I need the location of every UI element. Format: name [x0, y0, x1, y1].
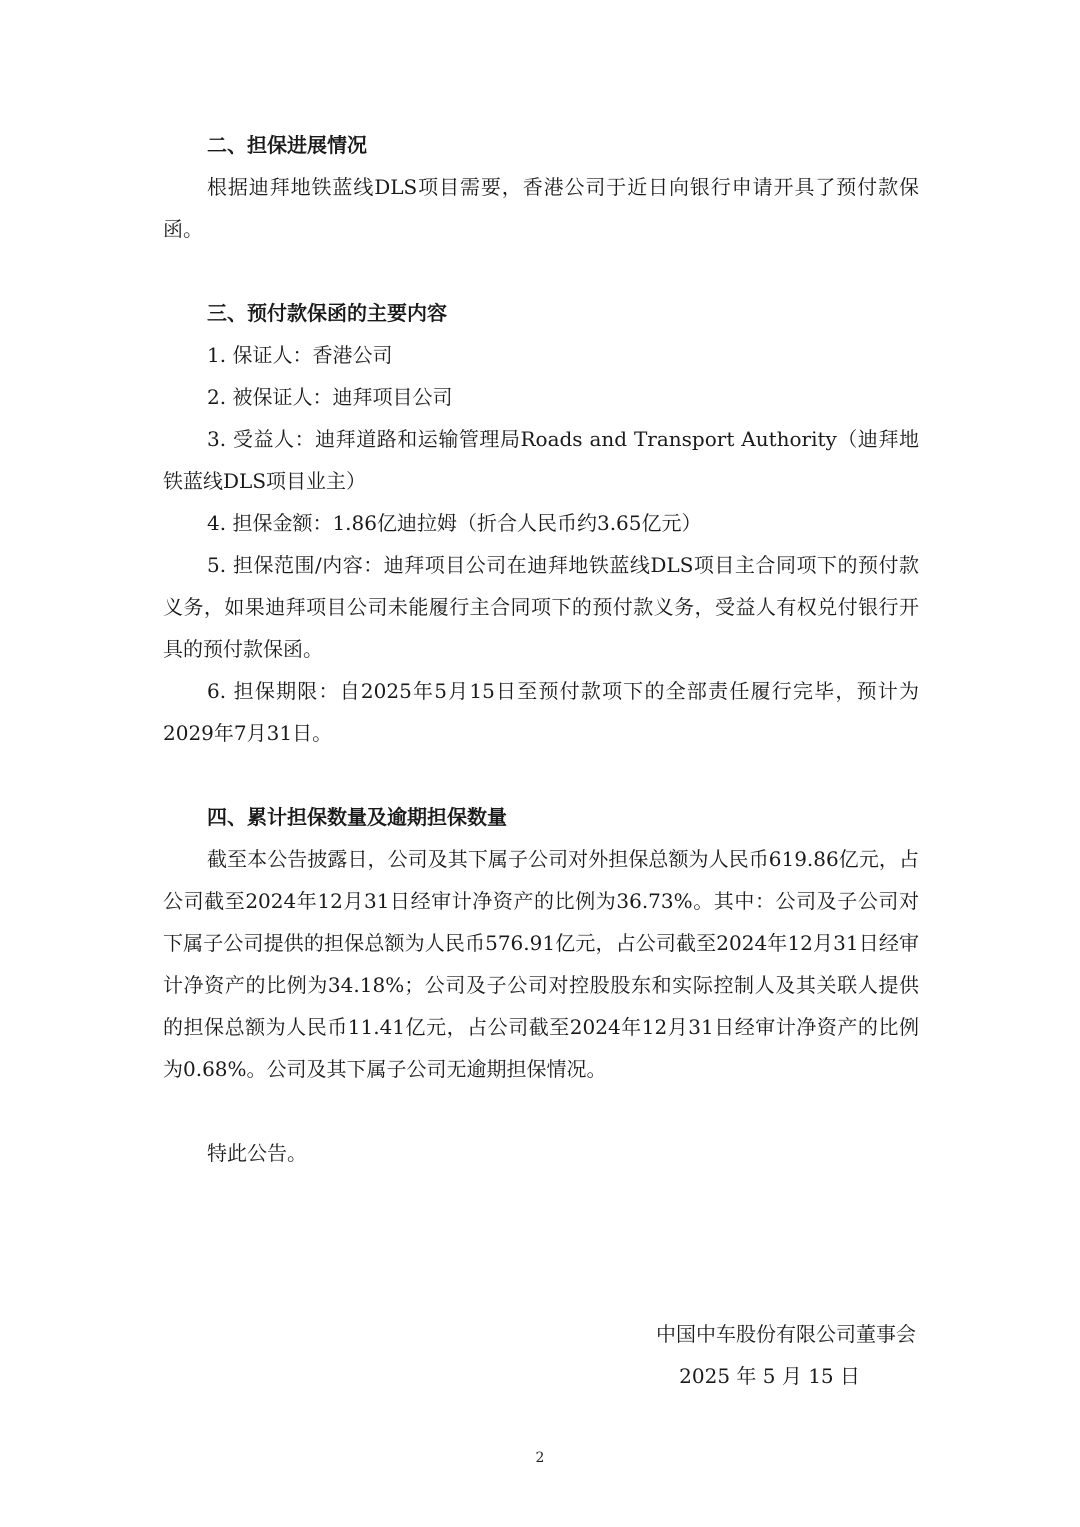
section-3-heading: 三、预付款保函的主要内容: [207, 301, 447, 325]
guarantee-item-guarantor: 1. 保证人：香港公司: [207, 343, 393, 367]
guarantee-item-guaranteed-party: 2. 被保证人：迪拜项目公司: [207, 385, 453, 409]
signature-date: 2025 年 5 月 15 日: [679, 1364, 860, 1388]
section-spacer: [163, 754, 919, 796]
guarantee-item-scope: 5. 担保范围/内容：迪拜项目公司在迪拜地铁蓝线DLS项目主合同项下的预付款义务，如果迪拜项目公司未能履行主合同项下的预付款义务，受益人有权兑付银行开具的预付款保函。: [163, 553, 919, 661]
signature-block: [516, 1313, 916, 1397]
section-4-heading: 四、累计担保数量及逾期担保数量: [207, 805, 507, 829]
closing-statement: 特此公告。: [207, 1141, 307, 1165]
guarantee-item-beneficiary: 3. 受益人：迪拜道路和运输管理局Roads and Transport Authority（迪拜地铁蓝线DLS项目业主）: [163, 427, 919, 493]
guarantee-item-amount: 4. 担保金额：1.86亿迪拉姆（折合人民币约3.65亿元）: [207, 511, 702, 535]
document-body: [163, 124, 919, 1174]
section-spacer: [163, 1090, 919, 1132]
guarantee-item-term: 6. 担保期限：自2025年5月15日至预付款项下的全部责任履行完毕，预计为2029年7月31日。: [163, 679, 919, 745]
page-number: 2: [535, 1450, 545, 1466]
signature-company: 中国中车股份有限公司董事会: [656, 1322, 916, 1346]
section-spacer: [163, 250, 919, 292]
section-2-body: 根据迪拜地铁蓝线DLS项目需要，香港公司于近日向银行申请开具了预付款保函。: [163, 175, 919, 241]
section-4-body: 截至本公告披露日，公司及其下属子公司对外担保总额为人民币619.86亿元，占公司截至2024年12月31日经审计净资产的比例为36.73%。其中：公司及子公司对下属子公司提供的担保总额为人民币576.91亿元，占公司截至2024年12月31日经审计净资产的比例为34.18%；公司及子公司对控股股东和实际控制人及其关联人提供的担保总额为人民币11.41亿元，占公司截至2024年12月31日经审计净资产的比例为0.68%。公司及其下属子公司无逾期担保情况。: [163, 847, 919, 1081]
section-2-heading: 二、担保进展情况: [207, 133, 367, 157]
